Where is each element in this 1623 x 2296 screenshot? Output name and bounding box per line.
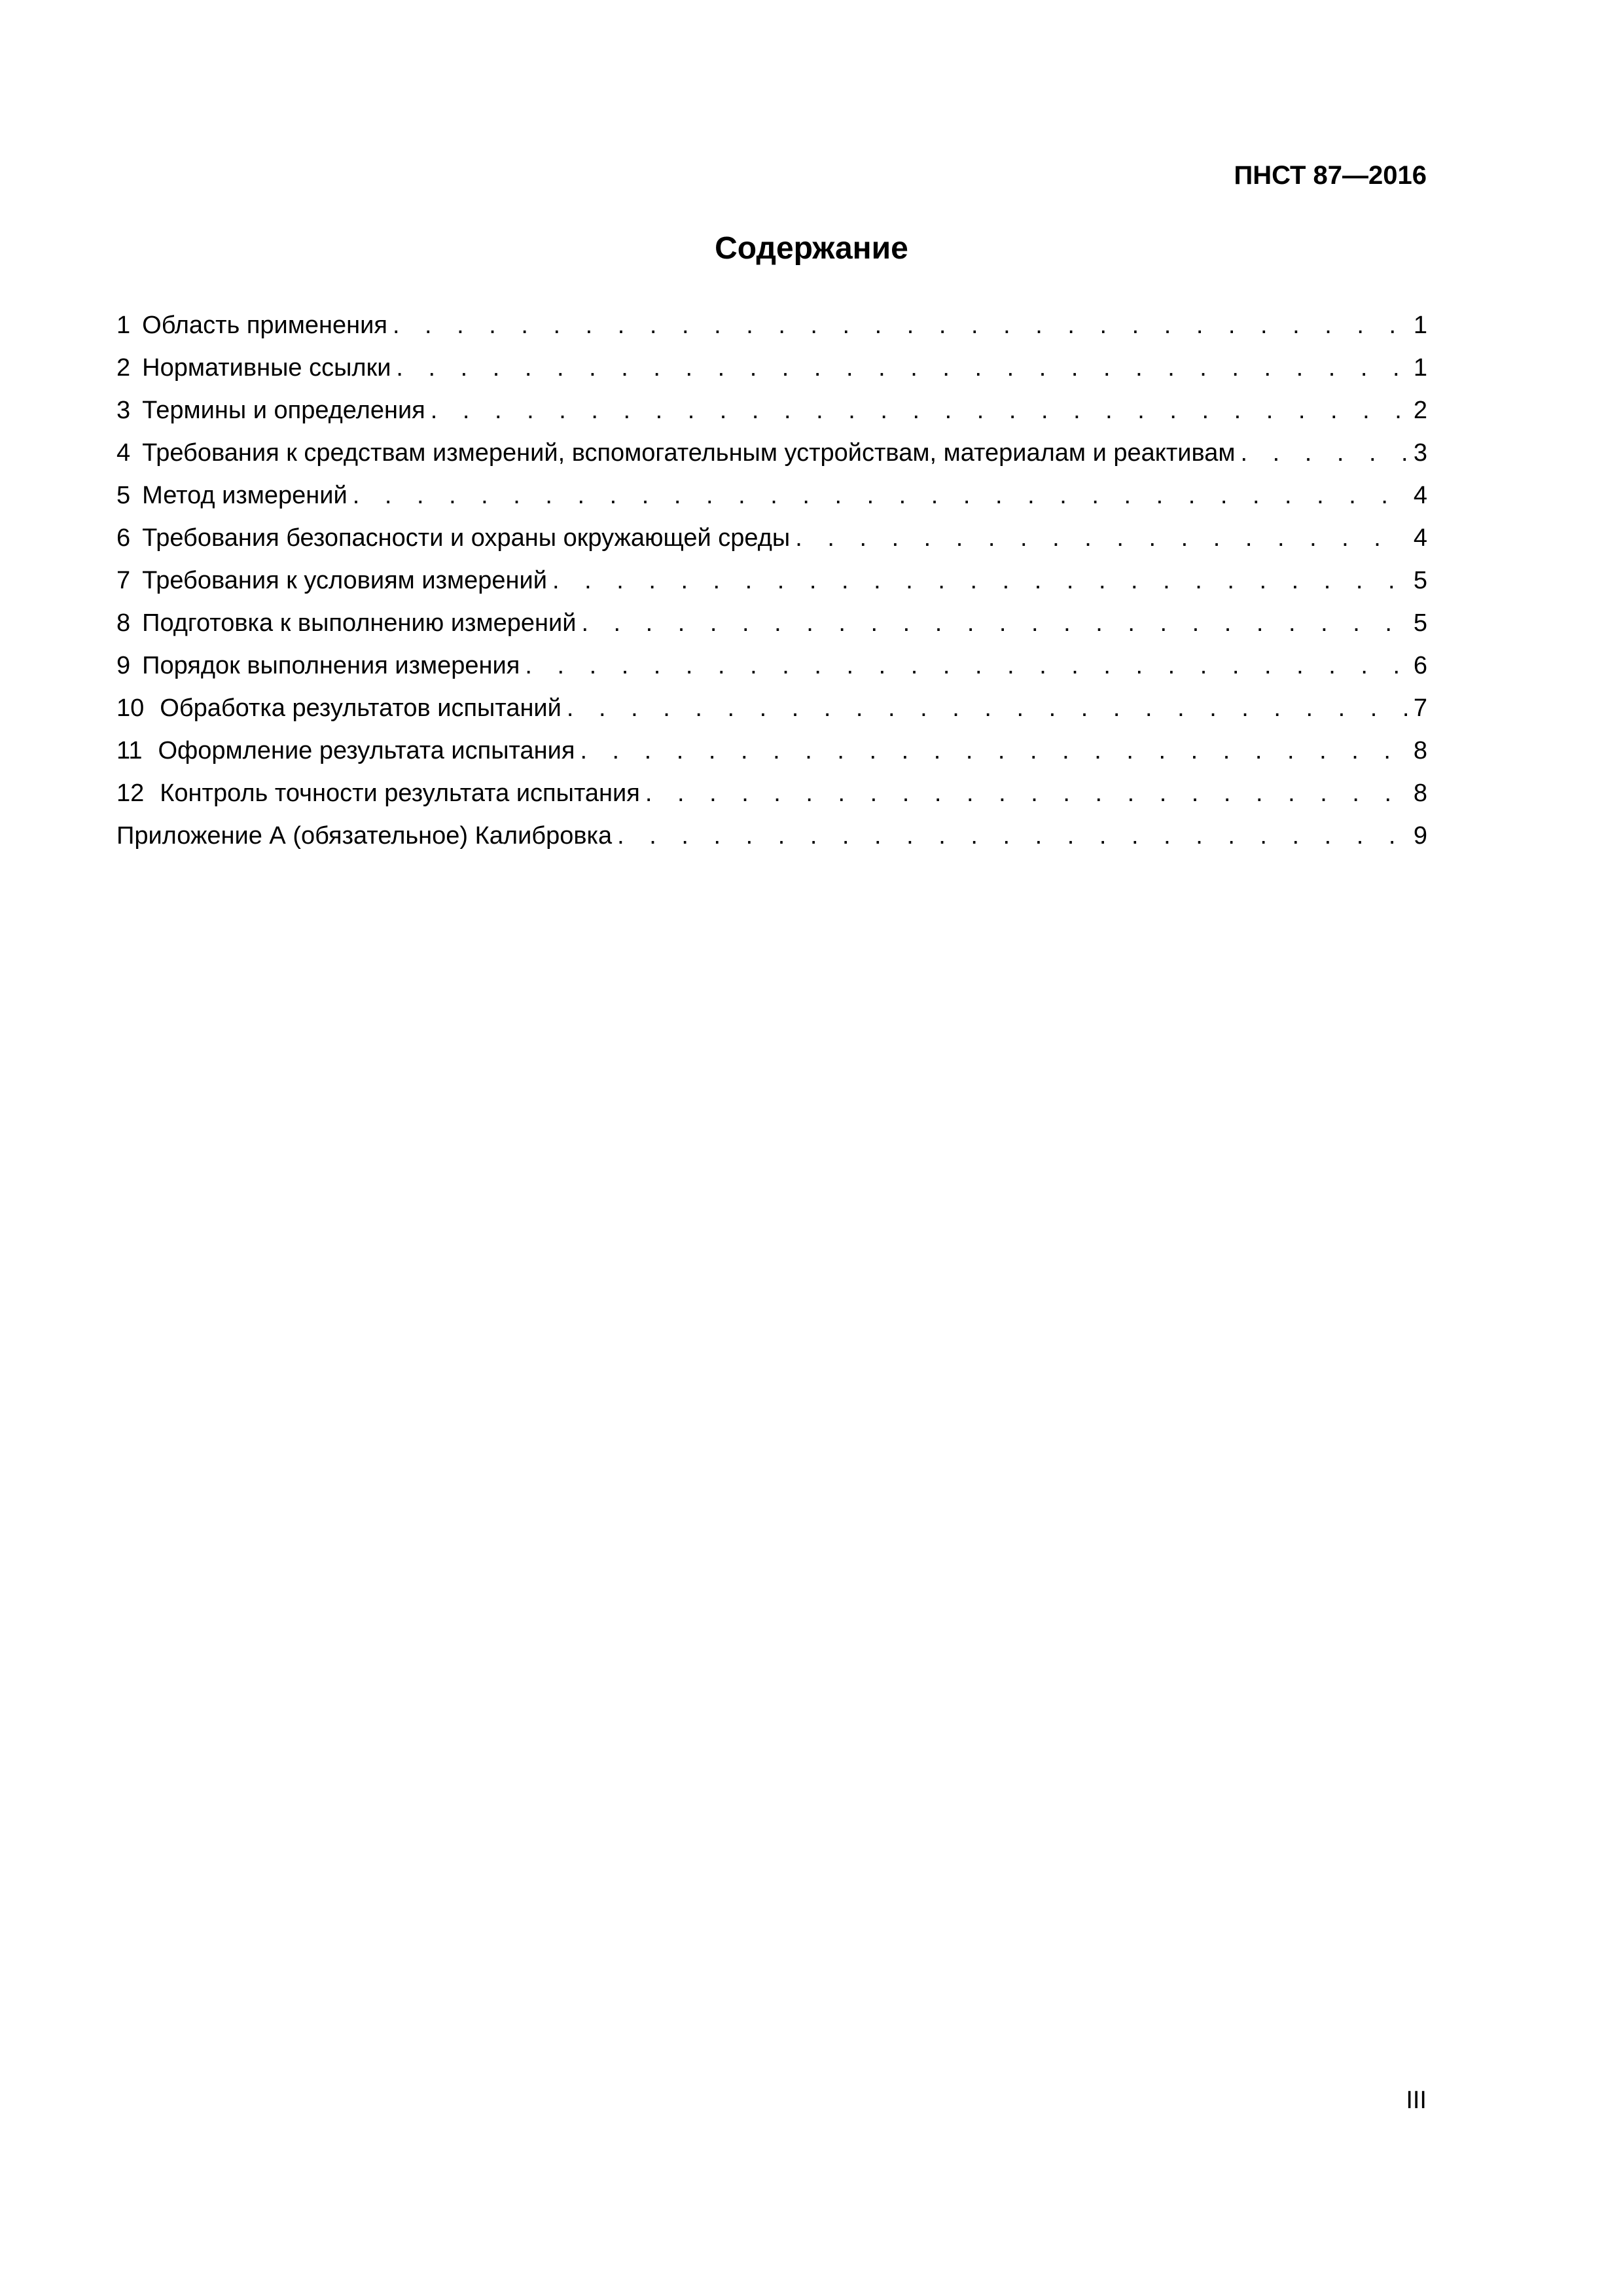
toc-entry[interactable] bbox=[116, 772, 1427, 815]
dot-leader bbox=[525, 645, 1407, 687]
dot-leader bbox=[431, 389, 1407, 432]
toc-list bbox=[116, 304, 1427, 857]
toc-entry-page: 1 bbox=[1413, 354, 1427, 382]
toc-entry-page: 9 bbox=[1413, 822, 1427, 850]
toc-entry-label: Подготовка к выполнению измерений bbox=[142, 609, 577, 637]
toc-entry[interactable] bbox=[116, 475, 1427, 517]
toc-entry[interactable] bbox=[116, 687, 1427, 730]
toc-entry-label: Обработка результатов испытаний bbox=[160, 694, 562, 722]
toc-entry-number: 3 bbox=[116, 397, 131, 424]
document-id: ПНСТ 87—2016 bbox=[1234, 161, 1427, 190]
toc-entry-page: 5 bbox=[1413, 609, 1427, 637]
toc-entry[interactable] bbox=[116, 560, 1427, 602]
dot-leader bbox=[581, 602, 1406, 645]
dot-leader bbox=[580, 730, 1406, 772]
dot-leader bbox=[353, 475, 1407, 517]
toc-entry-label: Контроль точности результата испытания bbox=[160, 780, 640, 807]
toc-entry-page: 8 bbox=[1413, 780, 1427, 807]
toc-entry-number: 11 bbox=[116, 737, 143, 764]
toc-entry-number: 8 bbox=[116, 609, 131, 637]
toc-entry-page: 4 bbox=[1413, 482, 1427, 509]
toc-entry-label: Термины и определения bbox=[142, 397, 425, 424]
toc-entry-label: Метод измерений bbox=[142, 482, 348, 509]
dot-leader bbox=[567, 687, 1407, 730]
toc-entry-page: 1 bbox=[1413, 312, 1427, 339]
toc-entry-page: 5 bbox=[1413, 567, 1427, 594]
toc-entry[interactable] bbox=[116, 602, 1427, 645]
toc-entry-number: 2 bbox=[116, 354, 131, 382]
toc-entry-number: 6 bbox=[116, 524, 131, 552]
toc-entry-number: 5 bbox=[116, 482, 131, 509]
toc-entry[interactable] bbox=[116, 432, 1427, 475]
toc-entry-label: Оформление результата испытания bbox=[158, 737, 575, 764]
toc-entry-number: 1 bbox=[116, 312, 131, 339]
toc-entry-label: Требования безопасности и охраны окружающей среды bbox=[142, 524, 791, 552]
toc-entry-number: 10 bbox=[116, 694, 145, 722]
dot-leader bbox=[396, 347, 1406, 389]
toc-entry-page: 6 bbox=[1413, 652, 1427, 679]
dot-leader bbox=[645, 772, 1407, 815]
toc-entry-number: 9 bbox=[116, 652, 131, 679]
toc-entry-label: Требования к условиям измерений bbox=[142, 567, 547, 594]
toc-entry-page: 8 bbox=[1413, 737, 1427, 764]
toc-entry[interactable] bbox=[116, 517, 1427, 560]
toc-entry[interactable] bbox=[116, 645, 1427, 687]
dot-leader bbox=[552, 560, 1407, 602]
toc-entry[interactable] bbox=[116, 304, 1427, 347]
page-number: III bbox=[1406, 2087, 1427, 2114]
toc-entry-page: 3 bbox=[1413, 439, 1427, 467]
toc-entry-page: 7 bbox=[1413, 694, 1427, 722]
dot-leader bbox=[393, 304, 1407, 347]
toc-entry-label: Порядок выполнения измерения bbox=[142, 652, 520, 679]
toc-entry-number: 4 bbox=[116, 439, 131, 467]
toc-entry[interactable] bbox=[116, 347, 1427, 389]
toc-entry-number: 12 bbox=[116, 780, 145, 807]
toc-entry[interactable] bbox=[116, 730, 1427, 772]
toc-entry-appendix[interactable] bbox=[116, 815, 1427, 857]
toc-title: Содержание bbox=[715, 231, 908, 266]
toc-entry[interactable] bbox=[116, 389, 1427, 432]
toc-entry-number: 7 bbox=[116, 567, 131, 594]
dot-leader bbox=[617, 815, 1407, 857]
dot-leader bbox=[1240, 432, 1406, 475]
toc-entry-label: Область применения bbox=[142, 312, 387, 339]
toc-entry-page: 4 bbox=[1413, 524, 1427, 552]
dot-leader bbox=[795, 517, 1407, 560]
toc-entry-label: Приложение А (обязательное) Калибровка bbox=[116, 822, 613, 850]
toc-entry-page: 2 bbox=[1413, 397, 1427, 424]
toc-entry-label: Требования к средствам измерений, вспомогательным устройствам, материалам и реактивам bbox=[142, 439, 1236, 467]
toc-entry-label: Нормативные ссылки bbox=[142, 354, 391, 382]
